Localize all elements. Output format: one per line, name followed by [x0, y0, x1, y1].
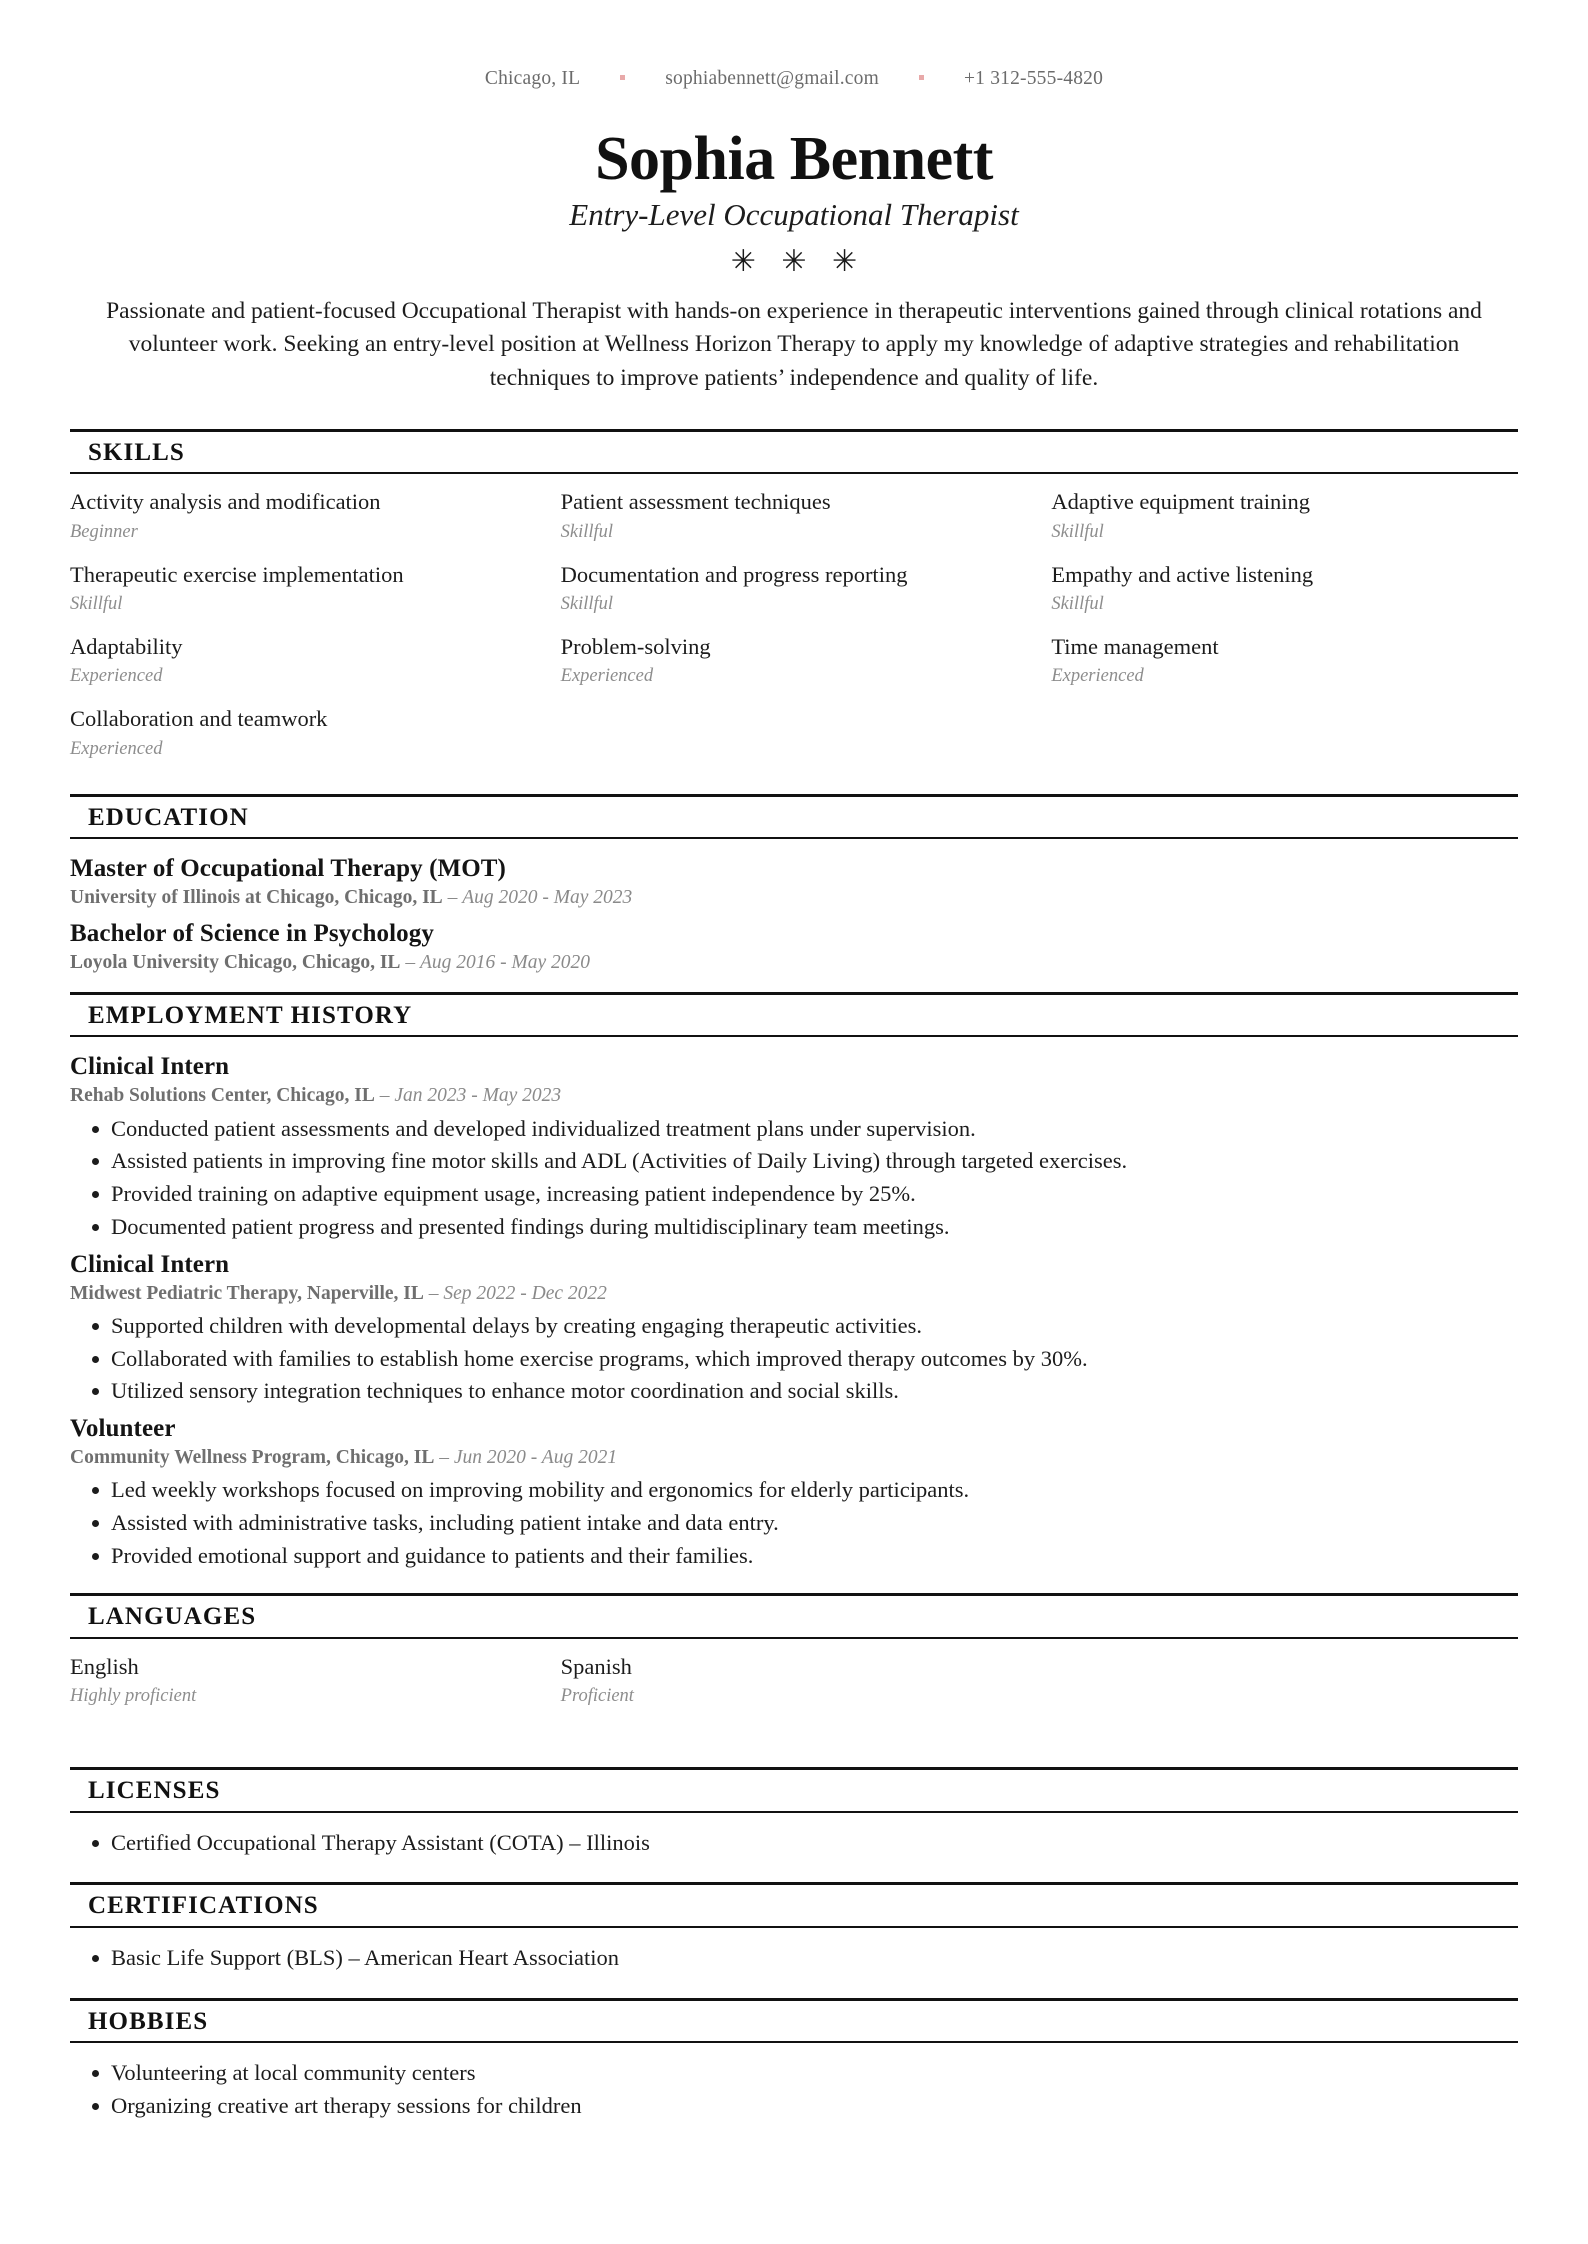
asterisk-divider-icon: ✳ ✳ ✳: [730, 244, 867, 278]
entry-meta: [70, 950, 1518, 976]
entry-dash: –: [423, 1282, 444, 1304]
contact-phone[interactable]: +1 312-555-4820: [963, 68, 1104, 89]
language-item: [561, 1653, 1028, 1707]
section-title: CERTIFICATIONS: [88, 1892, 319, 1920]
hobbies-list: [70, 2057, 1518, 2121]
skill-name: Documentation and progress reporting: [560, 561, 908, 587]
contact-location: Chicago, IL: [484, 68, 581, 89]
responsibility-item: Documented patient progress and presented findings during multidisciplinary team meetings.: [70, 1211, 1518, 1243]
language-item: [70, 1653, 537, 1707]
responsibility-item: Provided emotional support and guidance to patients and their families.: [70, 1540, 1518, 1572]
candidate-name: Sophia Bennett: [595, 125, 993, 193]
entry-dash: –: [434, 1446, 454, 1468]
section-header-education: [70, 794, 1518, 840]
skill-level: Beginner: [70, 521, 138, 542]
skill-item: [561, 561, 1028, 615]
entry-dates: Jan 2023 - May 2023: [394, 1085, 562, 1107]
entry-dates: Jun 2020 - Aug 2021: [453, 1446, 618, 1468]
employment-list: [70, 1051, 1518, 1571]
skill-name: Activity analysis and modification: [70, 489, 381, 515]
section-header-licenses: [70, 1767, 1518, 1813]
skill-level: Experienced: [560, 666, 654, 687]
hobby-item: Volunteering at local community centers: [70, 2057, 1518, 2089]
section-header-certifications: [70, 1882, 1518, 1928]
skill-item: [561, 633, 1028, 687]
entry-organization: University of Illinois at Chicago, Chicago, IL: [70, 887, 443, 909]
skills-grid: [70, 488, 1518, 777]
hobby-item: Organizing creative art therapy sessions for children: [70, 2090, 1518, 2122]
skill-item: [1051, 633, 1518, 687]
section-title: LANGUAGES: [88, 1603, 257, 1631]
job-role-title: Clinical Intern: [70, 1250, 230, 1278]
skill-level: Experienced: [70, 666, 163, 687]
entry-meta: [70, 1281, 1518, 1307]
skill-item: [1051, 488, 1518, 542]
responsibility-list: [70, 1474, 1518, 1571]
responsibility-item: Led weekly workshops focused on improving mobility and ergonomics for elderly participants.: [70, 1474, 1518, 1506]
section-header-hobbies: [70, 1998, 1518, 2044]
entry-meta: [70, 885, 1518, 911]
skill-level: Skillful: [560, 521, 614, 542]
degree-title: Bachelor of Science in Psychology: [70, 919, 434, 947]
entry-dates: Aug 2016 - May 2020: [419, 951, 590, 973]
language-level: Highly proficient: [70, 1686, 197, 1707]
bullet-separator-icon: [620, 75, 625, 80]
entry-meta: [70, 1083, 1518, 1109]
entry-dash: –: [374, 1085, 395, 1107]
skill-name: Time management: [1051, 634, 1219, 660]
responsibility-item: Assisted with administrative tasks, including patient intake and data entry.: [70, 1507, 1518, 1539]
education-entry: [70, 918, 1518, 976]
skill-name: Problem-solving: [560, 634, 711, 660]
language-level: Proficient: [560, 1686, 634, 1707]
responsibility-list: [70, 1113, 1518, 1243]
responsibility-item: Supported children with developmental delays by creating engaging therapeutic activities.: [70, 1310, 1518, 1342]
entry-dash: –: [442, 887, 463, 909]
entry-dates: Sep 2022 - Dec 2022: [443, 1282, 607, 1304]
skill-name: Empathy and active listening: [1051, 561, 1314, 587]
skill-name: Adaptive equipment training: [1051, 489, 1311, 515]
language-name: English: [70, 1653, 139, 1679]
entry-dash: –: [400, 951, 420, 973]
entry-dates: Aug 2020 - May 2023: [462, 887, 633, 909]
skill-name: Adaptability: [70, 634, 183, 660]
section-title: EMPLOYMENT HISTORY: [88, 1001, 413, 1029]
skill-item: [70, 705, 537, 759]
section-header-employment: [70, 992, 1518, 1038]
skill-item: [70, 633, 537, 687]
entry-meta: [70, 1445, 1518, 1471]
entry-organization: Loyola University Chicago, Chicago, IL: [70, 951, 401, 973]
section-skills: [70, 429, 1518, 778]
employment-entry: [70, 1051, 1518, 1242]
section-title: SKILLS: [88, 438, 185, 466]
employment-entry: [70, 1249, 1518, 1407]
section-title: EDUCATION: [88, 803, 249, 831]
section-title: HOBBIES: [88, 2007, 209, 2035]
skill-level: Skillful: [560, 593, 614, 614]
employment-entry: [70, 1413, 1518, 1571]
degree-title: Master of Occupational Therapy (MOT): [70, 855, 506, 883]
section-certifications: [70, 1882, 1518, 1973]
education-list: [70, 853, 1518, 976]
skill-level: Skillful: [1051, 521, 1104, 542]
skill-name: Therapeutic exercise implementation: [70, 561, 404, 587]
entry-organization: Community Wellness Program, Chicago, IL: [70, 1446, 435, 1468]
skill-level: Experienced: [70, 738, 163, 759]
job-role-title: Volunteer: [70, 1414, 176, 1442]
education-entry: [70, 853, 1518, 911]
section-licenses: [70, 1767, 1518, 1858]
section-languages: [70, 1593, 1518, 1751]
responsibility-item: Assisted patients in improving fine motor skills and ADL (Activities of Daily Living) through targeted exercises.: [70, 1145, 1518, 1177]
language-name: Spanish: [560, 1653, 632, 1679]
entry-organization: Rehab Solutions Center, Chicago, IL: [70, 1085, 375, 1107]
section-header-skills: [70, 429, 1518, 475]
skill-name: Patient assessment techniques: [560, 489, 831, 515]
skill-level: Skillful: [70, 593, 123, 614]
responsibility-item: Conducted patient assessments and developed individualized treatment plans under supervision.: [70, 1113, 1518, 1145]
skill-name: Collaboration and teamwork: [70, 706, 328, 732]
licenses-list: [70, 1827, 1518, 1859]
skill-level: Skillful: [1051, 593, 1104, 614]
section-employment-history: [70, 992, 1518, 1572]
contact-bar: [70, 68, 1518, 90]
skill-level: Experienced: [1051, 666, 1144, 687]
entry-organization: Midwest Pediatric Therapy, Naperville, IL: [70, 1282, 424, 1304]
section-hobbies: [70, 1998, 1518, 2122]
responsibility-item: Collaborated with families to establish home exercise programs, which improved therapy outcomes by 30%.: [70, 1343, 1518, 1375]
skill-item: [561, 488, 1028, 542]
license-item: Certified Occupational Therapy Assistant (COTA) – Illinois: [70, 1827, 1518, 1859]
section-header-languages: [70, 1593, 1518, 1639]
responsibility-list: [70, 1310, 1518, 1407]
section-title: LICENSES: [88, 1777, 221, 1805]
profile-summary: Passionate and patient-focused Occupational Therapist with hands-on experience in therapeutic interventions gained through clinical rotations and volunteer work. Seeking an entry-level position at Wellness Horizon Therapy to apply my knowledge of adaptive strategies and rehabilitation techniques to improve patients’ independence and quality of life.: [106, 297, 1482, 391]
skill-item: [1051, 561, 1518, 615]
skill-item: [70, 488, 537, 542]
responsibility-item: Utilized sensory integration techniques to enhance motor coordination and social skills.: [70, 1375, 1518, 1407]
certification-item: Basic Life Support (BLS) – American Heart Association: [70, 1942, 1518, 1974]
certifications-list: [70, 1942, 1518, 1974]
section-education: [70, 794, 1518, 976]
candidate-job-title: Entry-Level Occupational Therapist: [569, 197, 1019, 233]
skill-item: [70, 561, 537, 615]
contact-email[interactable]: sophiabennett@gmail.com: [665, 68, 879, 89]
languages-grid: [70, 1653, 1518, 1751]
job-role-title: Clinical Intern: [70, 1053, 230, 1081]
responsibility-item: Provided training on adaptive equipment usage, increasing patient independence by 25%.: [70, 1178, 1518, 1210]
bullet-separator-icon: [919, 75, 924, 80]
